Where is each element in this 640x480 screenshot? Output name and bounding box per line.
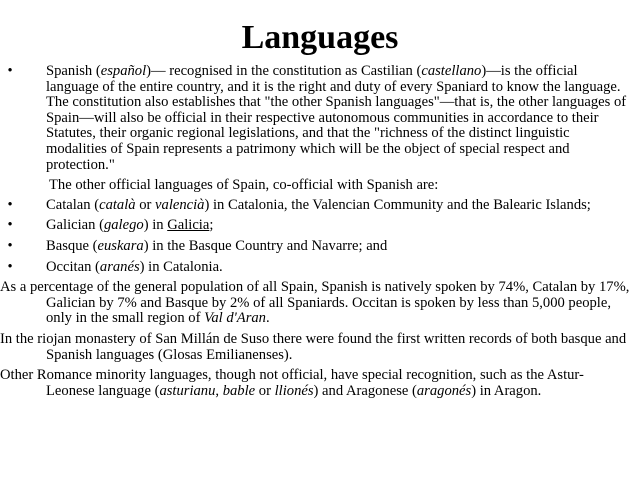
- italic-term: llionés: [274, 382, 314, 399]
- bullet-icon: •: [7, 237, 13, 254]
- bullet-text: or: [135, 196, 156, 213]
- co-official-list: [0, 198, 632, 275]
- galicia-link[interactable]: Galicia: [167, 217, 210, 234]
- bullet-catalan: [0, 198, 632, 214]
- slide-content: [0, 64, 632, 404]
- bullet-icon: •: [7, 217, 13, 234]
- paragraph-text: Other Romance minority languages, though not official, have special recognition, such as the Astur-Leonese language (: [0, 367, 584, 399]
- bullet-text: Basque (: [46, 237, 98, 254]
- bullet-text: ;: [209, 217, 214, 234]
- bullet-text: Spanish (: [46, 63, 101, 79]
- bullet-spanish: [0, 64, 632, 173]
- bullet-text: ) in: [143, 217, 168, 234]
- italic-term: català: [99, 196, 136, 213]
- italic-term: Val d'Aran: [204, 310, 266, 327]
- italic-term: valencià: [155, 196, 205, 213]
- italic-term: asturianu: [159, 382, 216, 399]
- bullet-icon: •: [7, 258, 13, 275]
- bullet-occitan: [0, 260, 632, 276]
- bullet-list: [0, 64, 632, 173]
- paragraph-text: .: [265, 310, 270, 327]
- bullet-text: Occitan (: [46, 258, 100, 275]
- bullet-icon: •: [7, 196, 13, 213]
- paragraph-text: ,: [215, 382, 223, 399]
- italic-term: español: [100, 63, 147, 79]
- italic-term: bable: [222, 382, 256, 399]
- bullet-galician: [0, 218, 632, 234]
- bullet-text: )— recognised in the constitution as Castilian (: [146, 63, 422, 79]
- monastery-paragraph: In the riojan monastery of San Millán de Suso there were found the first written records of both basque and Spanish languages (Glosas Emilianenses).: [0, 330, 627, 363]
- italic-term: aranés: [99, 258, 140, 275]
- co-official-intro: The other official languages of Spain, co-official with Spanish are:: [49, 177, 439, 194]
- italic-term: galego: [103, 217, 144, 234]
- bullet-text: ) in Catalonia.: [139, 258, 223, 275]
- bullet-text: Catalan (: [46, 196, 100, 213]
- paragraph-text: As a percentage of the general population of all Spain, Spanish is natively spoken by 74%, Catalan by 17%, Galician by 7% and Basque by 2% of all Spaniards. Occitan is spoken by less than 5,000 people, only in the small region of: [0, 279, 630, 327]
- italic-term: castellano: [421, 63, 482, 79]
- paragraph-text: ) and Aragonese (: [313, 382, 417, 399]
- bullet-text: ) in Catalonia, the Valencian Community and the Balearic Islands;: [204, 196, 591, 213]
- population-paragraph: [0, 280, 632, 327]
- slide-title: Languages: [241, 19, 399, 56]
- bullet-icon: •: [7, 63, 13, 79]
- bullet-text: Galician (: [46, 217, 104, 234]
- bullet-basque: [0, 239, 632, 255]
- italic-term: euskara: [97, 237, 144, 254]
- bullet-text: )—is the official language of the entire country, and it is the right and duty of every Spaniard to know the language. The constitution also establishes that "the other Spanish languages"—that is, the other languages of Spain—will also be official in their respective autonomous communities in accordance to their Statutes, their organic regional legislations, and that the "richness of the distinct linguistic modalities of Spain represents a patrimony which will be the object of special respect and protection.": [46, 63, 627, 173]
- bullet-text: ) in the Basque Country and Navarre; and: [143, 237, 388, 254]
- italic-term: aragonés: [416, 382, 472, 399]
- paragraph-text: ) in Aragon.: [471, 382, 542, 399]
- minority-languages-paragraph: [0, 368, 632, 399]
- paragraph-text: or: [255, 382, 275, 399]
